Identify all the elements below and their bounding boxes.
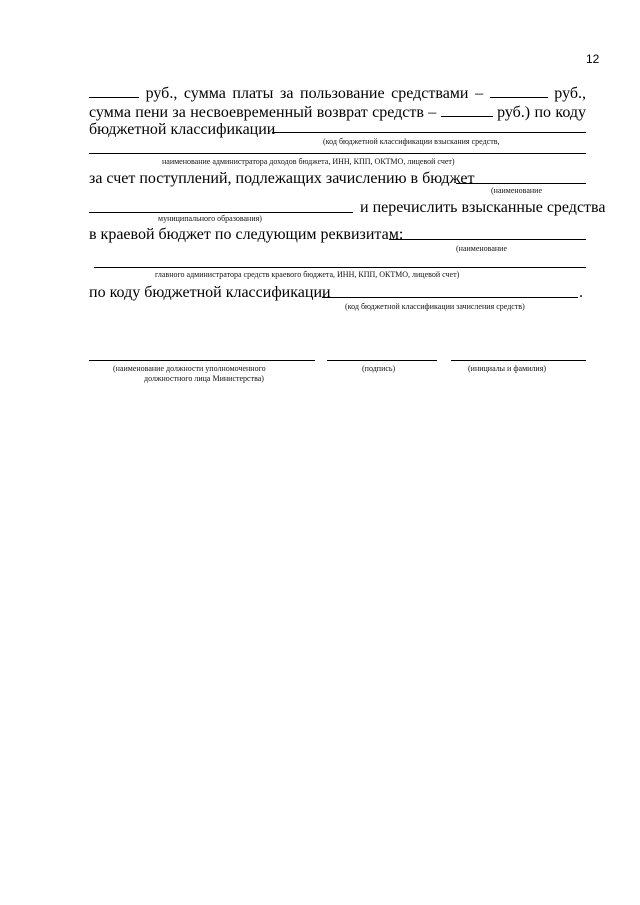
- requisites-line: [389, 239, 586, 240]
- name-line: [451, 360, 586, 361]
- text-rub: руб.,: [554, 85, 586, 102]
- hint-kbk-credit: (код бюджетной классификации зачисления средств): [345, 302, 525, 311]
- hint-admin: наименование администратора доходов бюджета, ИНН, КПП, ОКТМО, лицевой счет): [162, 157, 455, 166]
- text-line-2: [89, 103, 586, 122]
- text-regional-budget: в краевой бюджет по следующим реквизитам:: [89, 226, 404, 243]
- kbk-line: [272, 132, 586, 133]
- text-line-5: [360, 199, 606, 217]
- amount-blank: [89, 84, 139, 98]
- text-line-1: [89, 84, 586, 103]
- position-line: [89, 360, 315, 361]
- chief-admin-line: [94, 267, 586, 268]
- page-number: 12: [586, 52, 600, 66]
- penalty-blank: [441, 103, 493, 117]
- hint-name-1: (наименование: [491, 186, 543, 195]
- hint-kbk: (код бюджетной классификации взыскания средств,: [323, 137, 500, 146]
- hint-position-2: должностного лица Министерства): [144, 374, 264, 383]
- hint-name-2: (наименование: [456, 244, 508, 253]
- hint-chief-admin: главного администратора средств краевого бюджета, ИНН, КПП, ОКТМО, лицевой счет): [155, 270, 460, 279]
- text-line-7: [89, 284, 586, 302]
- text-budget-classification: бюджетной классификации: [89, 121, 276, 138]
- text-kbk-2: по коду бюджетной классификации: [89, 284, 331, 301]
- municipality-line: [89, 212, 353, 213]
- text-receipts: за счет поступлений, подлежащих зачислению в бюджет: [89, 170, 475, 187]
- period: .: [579, 284, 583, 301]
- text-fee-usage: руб., сумма платы за пользование средствами –: [145, 85, 484, 102]
- hint-signature: (подпись): [362, 364, 396, 373]
- budget-line: [456, 183, 586, 184]
- hint-municipality: муниципального образования): [158, 214, 262, 223]
- admin-line: [89, 153, 586, 154]
- text-transfer: и перечислить взысканные средства: [360, 199, 606, 216]
- hint-initials: (инициалы и фамилия): [468, 364, 547, 373]
- hint-position-1: (наименование должности уполномоченного: [113, 364, 266, 373]
- text-rub-code: руб.) по коду: [497, 104, 587, 121]
- usage-fee-blank: [490, 84, 548, 98]
- text-penalty: сумма пени за несвоевременный возврат средств –: [89, 104, 437, 121]
- kbk-credit-line: [322, 297, 578, 298]
- text-line-6: [89, 226, 586, 244]
- signature-line: [327, 360, 437, 361]
